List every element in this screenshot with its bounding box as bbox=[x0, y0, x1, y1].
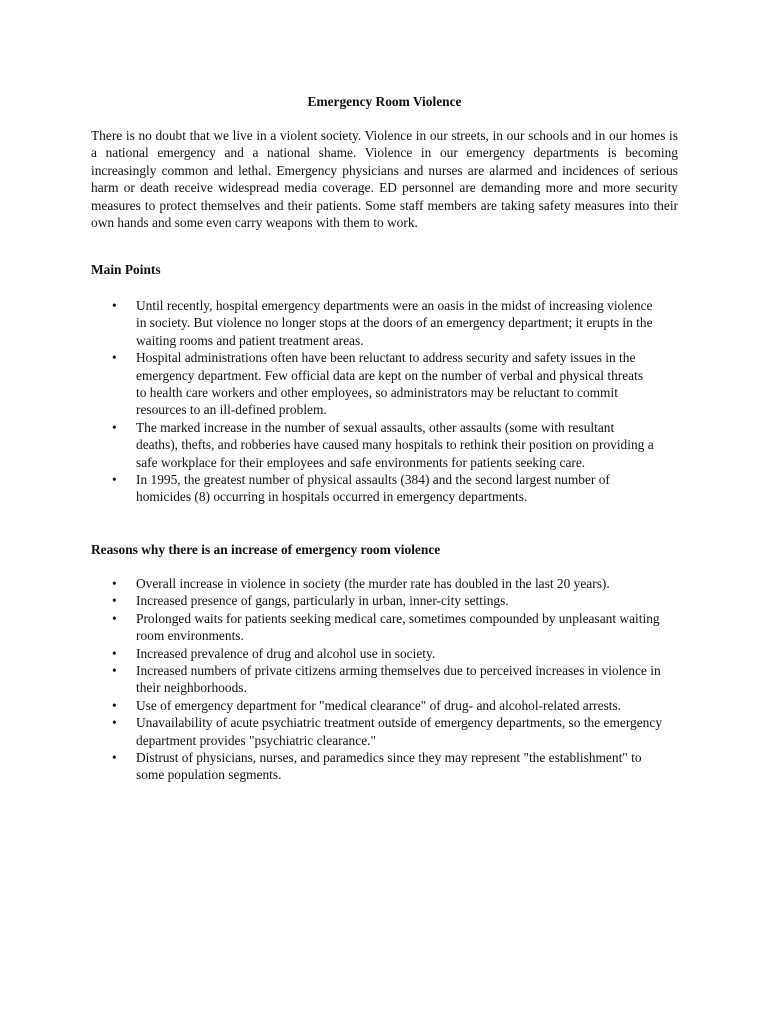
bullet-icon: • bbox=[112, 593, 117, 609]
bullet-icon: • bbox=[112, 645, 117, 661]
list-item-text: Prolonged waits for patients seeking medical care, sometimes compounded by unpleasant waiting room environments. bbox=[136, 610, 660, 644]
list-item-text: In 1995, the greatest number of physical assaults (384) and the second largest number of homicides (8) occurring in hospitals occurred in emergency departments. bbox=[136, 472, 610, 505]
list-item bbox=[91, 714, 678, 749]
list-item-text: Until recently, hospital emergency departments were an oasis in the midst of increasing violence in society. But violence no longer stops at the doors of an emergency department; it erupts in the waiting rooms and patient treatment areas. bbox=[136, 298, 653, 348]
page-title: Emergency Room Violence bbox=[307, 94, 462, 109]
main-points-heading: Main Points bbox=[91, 262, 161, 277]
reasons-list bbox=[91, 575, 678, 784]
list-item bbox=[91, 297, 678, 349]
list-item-text: Overall increase in violence in society (the murder rate has doubled in the last 20 years). bbox=[136, 576, 610, 591]
list-item-text: The marked increase in the number of sexual assaults, other assaults (some with resultant deaths), thefts, and robberies have caused many hospitals to rethink their position on providing a safe workplace for their employees and safe environments for patients seeking care. bbox=[136, 419, 654, 470]
list-item-text: Increased prevalence of drug and alcohol use in society. bbox=[136, 645, 436, 661]
list-item bbox=[91, 419, 678, 471]
reasons-heading: Reasons why there is an increase of emergency room violence bbox=[91, 542, 441, 557]
bullet-icon: • bbox=[112, 350, 117, 366]
list-item bbox=[91, 471, 678, 506]
list-item bbox=[91, 662, 678, 697]
list-item-text: Unavailability of acute psychiatric treatment outside of emergency departments, so the emergency department provides "psychiatric clearance." bbox=[136, 715, 663, 748]
bullet-icon: • bbox=[112, 419, 117, 435]
bullet-icon: • bbox=[112, 663, 117, 679]
bullet-icon: • bbox=[112, 472, 117, 488]
bullet-icon: • bbox=[112, 697, 117, 713]
list-item-text: Hospital administrations often have been reluctant to address security and safety issues in the emergency department. Few official data are kept on the number of verbal and physical threats to health care workers and other employees, so administrators may be reluctant to commit resources to an ill-defined problem. bbox=[136, 350, 644, 418]
list-item bbox=[91, 575, 678, 592]
bullet-icon: • bbox=[112, 576, 117, 591]
list-item bbox=[91, 697, 678, 714]
list-item bbox=[91, 645, 678, 662]
intro-paragraph: There is no doubt that we live in a violent society. Violence in our streets, in our schools and in our homes is a national emergency and a national shame. Violence in our emergency departments is becoming increasingly common and lethal. Emergency physicians and nurses are alarmed and incidences of serious harm or death receive widespread media coverage. ED personnel are demanding more and more security measures to protect themselves and their patients. Some staff members are taking safety measures into their own hands and some even carry weapons with them to work. bbox=[91, 128, 678, 231]
list-item bbox=[91, 749, 678, 784]
list-item-text: Increased numbers of private citizens arming themselves due to perceived increases in violence in their neighborhoods. bbox=[136, 663, 661, 696]
list-item bbox=[91, 349, 678, 419]
main-points-list bbox=[91, 297, 678, 506]
list-item bbox=[91, 592, 678, 609]
bullet-icon: • bbox=[112, 715, 117, 731]
bullet-icon: • bbox=[112, 610, 117, 626]
list-item-text: Use of emergency department for "medical clearance" of drug- and alcohol-related arrests. bbox=[136, 697, 622, 713]
list-item-text: Distrust of physicians, nurses, and paramedics since they may represent "the establishment" to some population segments. bbox=[136, 750, 642, 783]
list-item bbox=[91, 610, 678, 645]
bullet-icon: • bbox=[112, 750, 117, 766]
list-item-text: Increased presence of gangs, particularly in urban, inner-city settings. bbox=[136, 593, 509, 609]
bullet-icon: • bbox=[112, 298, 117, 313]
